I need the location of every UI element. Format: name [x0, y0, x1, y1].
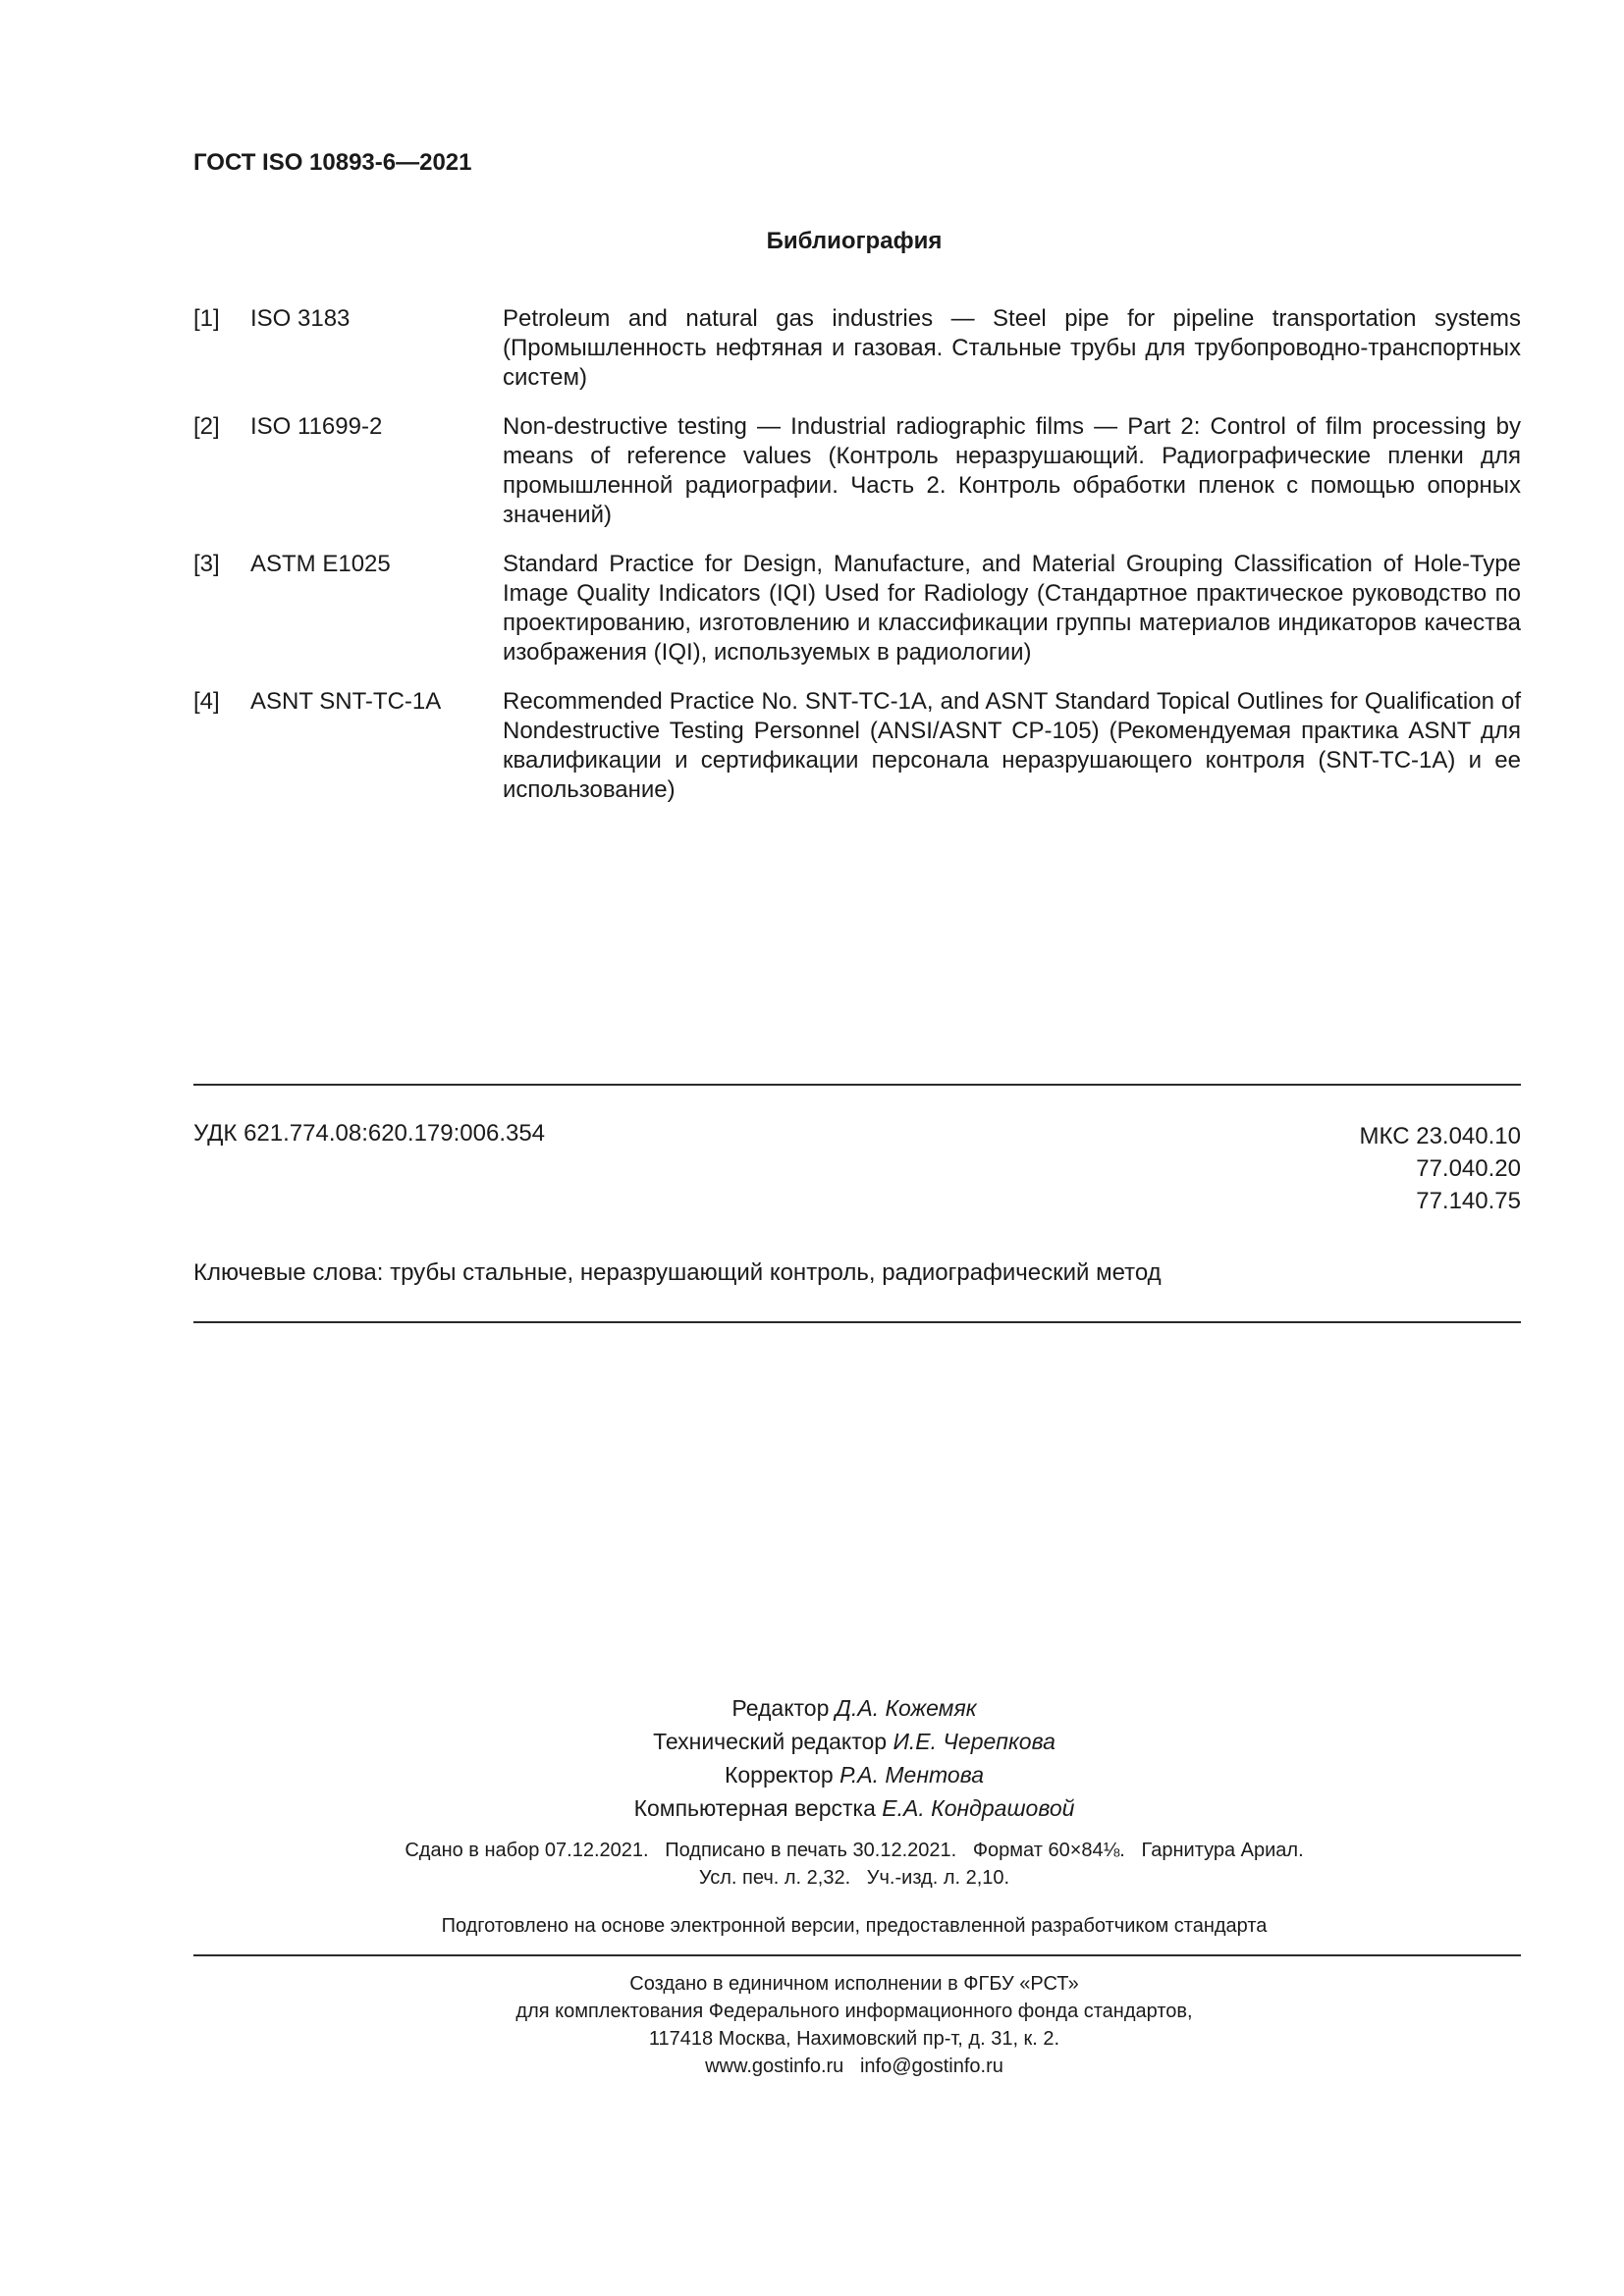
publisher-contacts: www.gostinfo.ru info@gostinfo.ru — [705, 2056, 1003, 2077]
credit-line — [0, 1725, 1624, 1758]
prepared-note: Подготовлено на основе электронной версии, предоставленной разработчиком стандарта — [441, 1915, 1268, 1937]
mks-code: 77.140.75 — [1416, 1188, 1521, 1214]
entry-number: [2] — [193, 413, 220, 440]
credit-name: Е.А. Кондрашовой — [882, 1795, 1075, 1821]
bibliography-entry — [193, 550, 1521, 667]
entry-code: ASNT SNT-TC-1A — [250, 688, 442, 715]
credit-name: Д.А. Кожемяк — [835, 1695, 977, 1721]
credit-name: И.Е. Черепкова — [893, 1729, 1056, 1754]
mks-codes — [1360, 1120, 1521, 1217]
divider-top — [193, 1084, 1521, 1086]
entry-code: ISO 3183 — [250, 305, 351, 332]
mks-code: 77.040.20 — [1416, 1155, 1521, 1182]
credit-role: Корректор — [724, 1762, 834, 1788]
entry-number: [3] — [193, 551, 220, 577]
credit-role: Компьютерная верстка — [633, 1795, 876, 1821]
keywords: Ключевые слова: трубы стальные, неразрушающий контроль, радиографический метод — [193, 1259, 1162, 1286]
credits-block — [0, 1691, 1624, 1825]
publisher-line: для комплектования Федерального информационного фонда стандартов, — [515, 2001, 1193, 2022]
credit-name: Р.А. Ментова — [839, 1762, 984, 1788]
credit-line — [0, 1758, 1624, 1791]
divider-bottom — [193, 1954, 1521, 1956]
publisher-line: 117418 Москва, Нахимовский пр-т, д. 31, к. 2. — [648, 2028, 1060, 2050]
mks-code: МКС 23.040.10 — [1359, 1123, 1521, 1149]
entry-code: ISO 11699-2 — [250, 413, 383, 440]
bibliography-entry — [193, 687, 1521, 805]
entry-code: ASTM E1025 — [250, 551, 391, 577]
imprint-line: Усл. печ. л. 2,32. Уч.-изд. л. 2,10. — [698, 1867, 1010, 1889]
credit-role: Технический редактор — [653, 1729, 888, 1754]
entry-number: [1] — [193, 305, 220, 332]
entry-number: [4] — [193, 688, 220, 715]
bibliography-entry — [193, 412, 1521, 530]
entry-text: Recommended Practice No. SNT-TC-1A, and ASNT Standard Topical Outlines for Qualification of Nondestructive Testing Personnel (ANSI/ASNT CP-105) (Рекомендуемая практика ASNT для квалификации и сертификации персонала неразрушающего контроля (SNT-TC-1A) и ее использование) — [503, 688, 1521, 803]
bibliography-list — [193, 304, 1521, 825]
document-code: ГОСТ ISO 10893-6—2021 — [193, 149, 472, 176]
publisher-line: Создано в единичном исполнении в ФГБУ «РСТ» — [629, 1973, 1079, 1995]
credit-line — [0, 1791, 1624, 1825]
bibliography-title: Библиография — [766, 228, 943, 254]
entry-text: Petroleum and natural gas industries — Steel pipe for pipeline transportation systems (Промышленность нефтяная и газовая. Стальные трубы для трубопроводно-транспортных систем) — [503, 305, 1521, 391]
publisher-block — [0, 1970, 1624, 2080]
credit-line — [0, 1691, 1624, 1725]
bibliography-entry — [193, 304, 1521, 393]
imprint-line: Сдано в набор 07.12.2021. Подписано в печать 30.12.2021. Формат 60×84⅛. Гарнитура Ариал. — [405, 1840, 1304, 1861]
credit-role: Редактор — [731, 1695, 830, 1721]
udk-code: УДК 621.774.08:620.179:006.354 — [193, 1120, 546, 1147]
entry-text: Non-destructive testing — Industrial radiographic films — Part 2: Control of film processing by means of reference values (Контроль неразрушающий. Радиографические пленки для промышленной радиографии. Часть 2. Контроль обработки пленок с помощью опорных значений) — [503, 413, 1521, 528]
divider-middle — [193, 1321, 1521, 1323]
imprint-block — [0, 1837, 1624, 1892]
entry-text: Standard Practice for Design, Manufacture, and Material Grouping Classification of Hole-Type Image Quality Indicators (IQI) Used for Radiology (Стандартное практическое руководство по проектированию, изготовлению и классификации группы материалов индикаторов качества изображения (IQI), используемых в радиологии) — [503, 551, 1521, 666]
